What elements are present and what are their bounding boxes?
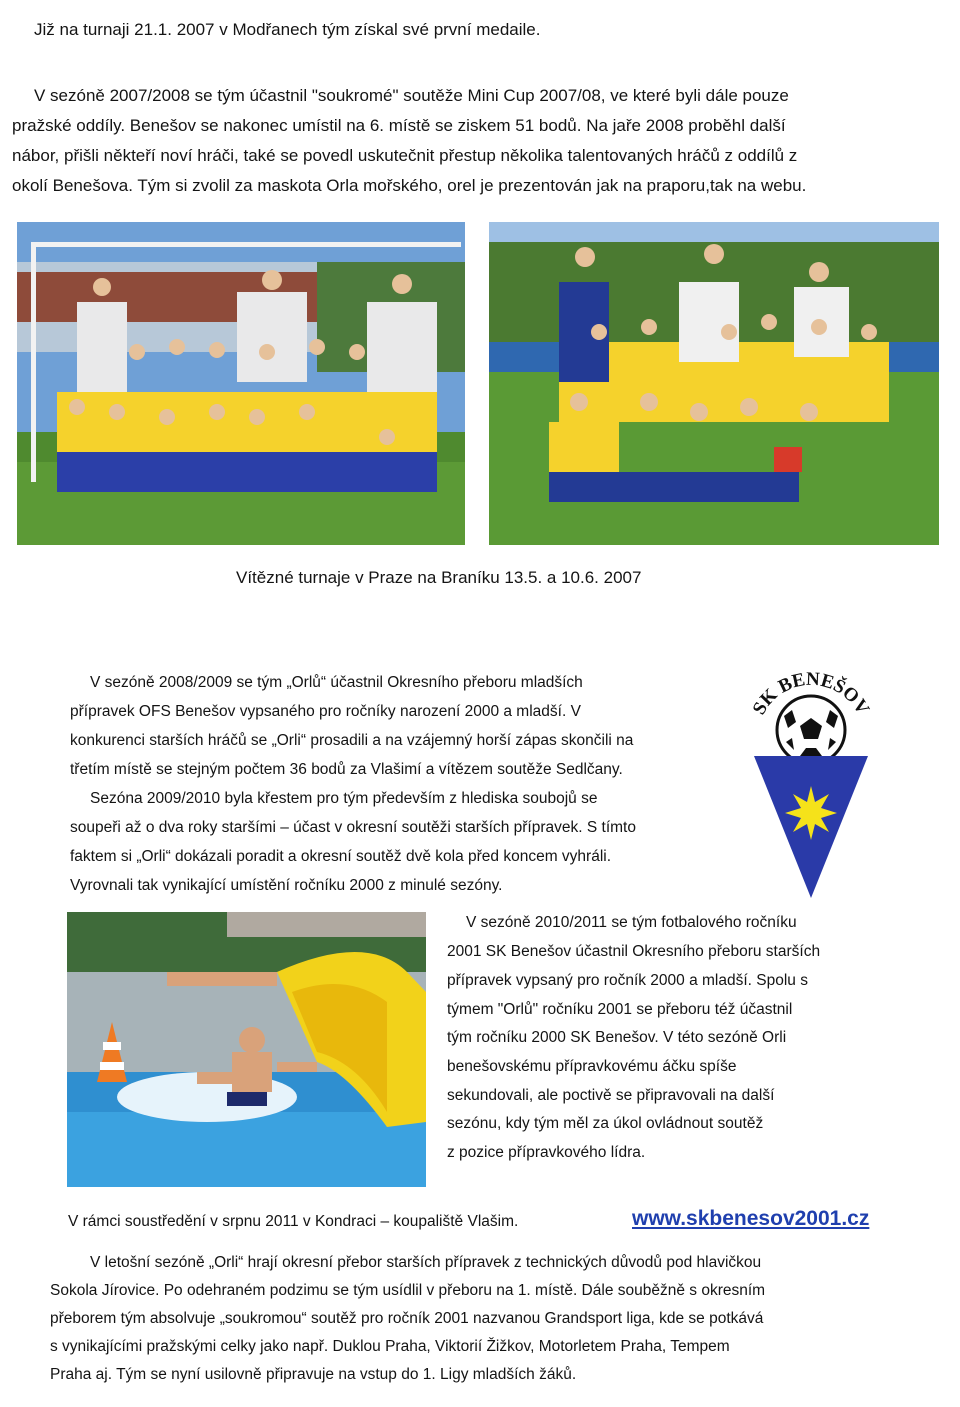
paragraph-line: Vyrovnali tak vynikající umístění ročníku 2000 z minulé sezóny.: [70, 877, 503, 894]
team-photo-goal: [17, 222, 465, 545]
paragraph-line: nábor, přišli někteří noví hráči, také se povedl uskutečnit přestup několika talentovaných hráčů z oddílů z: [12, 146, 798, 165]
team-photo-celebration: [489, 222, 939, 545]
paragraph-line: sekundovali, ale poctivě se připravovali na další: [447, 1087, 775, 1104]
photo-caption: Vítězné turnaje v Praze na Braníku 13.5. a 10.6. 2007: [236, 568, 642, 587]
water-slide-photo: [67, 912, 426, 1187]
paragraph-line: přeborem tým absolvuje „soukromou“ soutěž pro ročník 2001 nazvanou Grandsport liga, kde se potkává: [50, 1310, 764, 1327]
paragraph-line: přípravek vypsaný pro ročník 2000 a mladší. Spolu s: [447, 972, 808, 989]
paragraph-line: Sezóna 2009/2010 byla křestem pro tým především z hlediska soubojů se: [90, 790, 598, 807]
paragraph-line: tým ročníku 2000 SK Benešov. V této sezóně Orli: [447, 1029, 787, 1046]
paragraph-line: V sezóně 2010/2011 se tým fotbalového ročníku: [466, 914, 797, 931]
paragraph-line: V sezóně 2007/2008 se tým účastnil "soukromé" soutěže Mini Cup 2007/08, ve které byli dále pouze: [34, 86, 789, 105]
club-logo-graphic: [748, 668, 874, 900]
paragraph-line: faktem si „Orli“ dokázali poradit a okresní soutěž dvě kola před koncem vyhráli.: [70, 848, 612, 865]
paragraph-line: Sokola Jírovice. Po odehraném podzimu se tým usídlil v přeboru na 1. místě. Dále souběžně s okresním: [50, 1282, 766, 1299]
paragraph-line: V sezóně 2008/2009 se tým „Orlů“ účastnil Okresního přeboru mladších: [90, 674, 583, 691]
paragraph-line: týmem "Orlů" ročníku 2001 se přeboru též účastnil: [447, 1001, 793, 1018]
paragraph-line: okolí Benešova. Tým si zvolil za maskota Orla mořského, orel je prezentován jak na praporu,tak na webu.: [12, 176, 807, 195]
paragraph-line: V letošní sezóně „Orli“ hrají okresní přebor starších přípravek z technických důvodů pod hlavičkou: [90, 1254, 762, 1271]
photo-caption: V rámci soustředění v srpnu 2011 v Kondraci – koupaliště Vlašim.: [68, 1213, 519, 1230]
paragraph-line: s vynikajícími pražskými celky jako např. Duklou Praha, Viktorií Žižkov, Motorletem Praha, Tempem: [50, 1338, 730, 1355]
club-logo: [748, 668, 874, 900]
paragraph-line: pražské oddíly. Benešov se nakonec umístil na 6. místě se ziskem 51 bodů. Na jaře 2008 proběhl další: [12, 116, 786, 135]
intro-line: Již na turnaji 21.1. 2007 v Modřanech tým získal své první medaile.: [34, 20, 541, 39]
paragraph-line: sezónu, kdy tým měl za úkol ovládnout soutěž: [447, 1115, 764, 1132]
paragraph-line: konkurenci starších hráčů se „Orli“ prosadili a na vzájemný horší zápas skončili na: [70, 732, 634, 749]
website-link[interactable]: www.skbenesov2001.cz: [632, 1207, 870, 1230]
paragraph-line: Praha aj. Tým se nyní usilovně připravuje na vstup do 1. Ligy mladších žáků.: [50, 1366, 577, 1383]
paragraph-line: třetím místě se stejným počtem 36 bodů za Vlašimí a vítězem soutěže Sedlčany.: [70, 761, 623, 778]
logo-text: SK BENEŠOV: [748, 668, 874, 719]
paragraph-line: z pozice přípravkového lídra.: [447, 1144, 646, 1161]
paragraph-line: přípravek OFS Benešov vypsaného pro ročníky narození 2000 a mladší. V: [70, 703, 581, 720]
paragraph-line: soupeři až o dva roky staršími – účast v okresní soutěži starších přípravek. S tímto: [70, 819, 636, 836]
paragraph-line: benešovskému přípravkovému áčku spíše: [447, 1058, 737, 1075]
paragraph-line: 2001 SK Benešov účastnil Okresního přeboru starších: [447, 943, 821, 960]
